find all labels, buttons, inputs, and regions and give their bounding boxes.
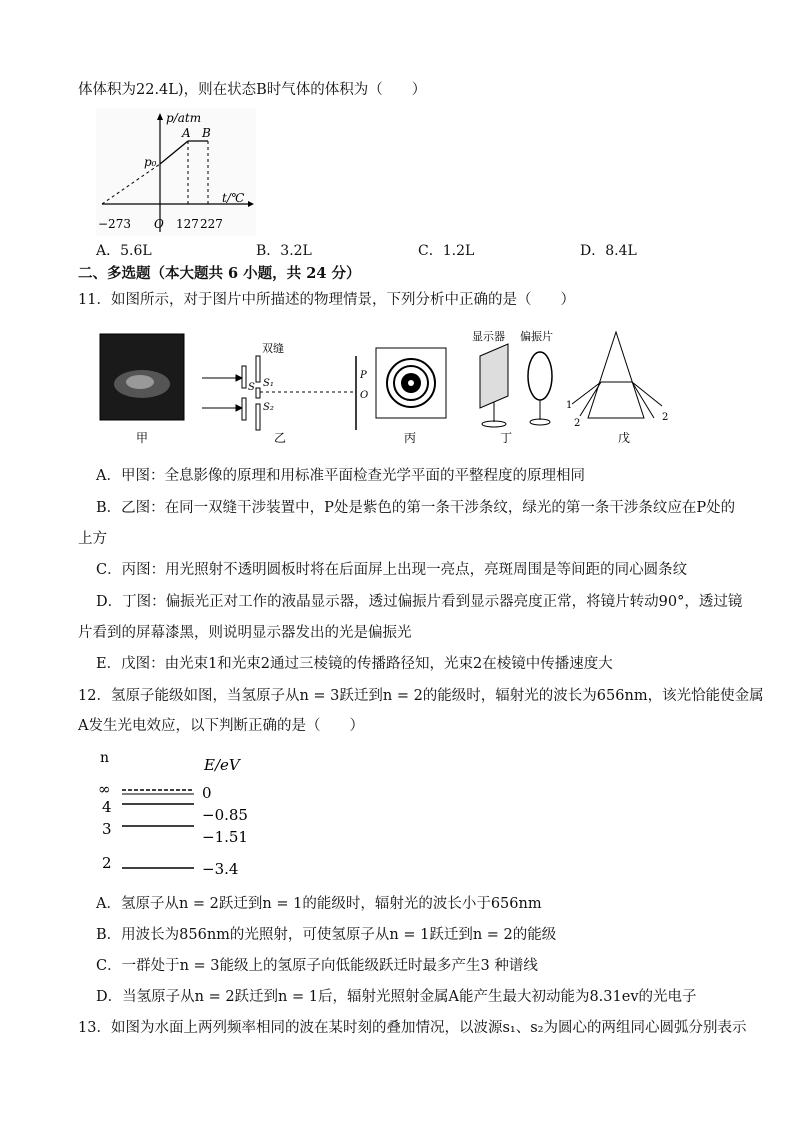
q11-option-d-cont: 片看到的屏幕漆黑，则说明显示器发出的光是偏振光 [78, 625, 412, 641]
q12-option-a[interactable]: A．氢原子从n = 2跃迁到n = 1的能级时，辐射光的波长小于656nm [96, 896, 542, 912]
level-e-3: −1.51 [202, 828, 248, 846]
label-bing: 丙 [404, 431, 417, 445]
level-n-2: 2 [102, 854, 112, 872]
label-ding: 丁 [500, 431, 513, 445]
q10-option-d[interactable]: D．8.4L [580, 243, 637, 259]
label-jia: 甲 [136, 431, 149, 445]
q10-pt-graph [96, 108, 256, 236]
section2-title: 二、多选题（本大题共 6 小题，共 24 分） [78, 265, 361, 282]
q11-option-d[interactable]: D．丁图：偏振光正对工作的液晶显示器，透过偏振片看到显示器亮度正常，将镜片转动90°，透过镜 [96, 594, 743, 610]
x-axis-label: t/℃ [222, 191, 245, 205]
tick-227: 227 [200, 217, 223, 231]
q11-option-b-cont: 上方 [78, 531, 107, 547]
q11-figure-strip [96, 326, 680, 450]
label-beam2: 2 [574, 418, 581, 429]
label-s2: S₂ [263, 402, 274, 413]
q12-option-c[interactable]: C．一群处于n = 3能级上的氢原子向低能级跃迁时最多产生3 种谱线 [96, 958, 538, 974]
y-axis-label: p/atm [166, 111, 202, 125]
q10-option-a[interactable]: A．5.6L [96, 243, 152, 259]
q11-stem: 11．如图所示，对于图片中所描述的物理情景，下列分析中正确的是（ ） [78, 292, 575, 308]
label-s1: S₁ [263, 378, 274, 389]
label-display: 显示器 [472, 330, 505, 343]
q11-option-b[interactable]: B．乙图：在同一双缝干涉装置中，P处是紫色的第一条干涉条纹，绿光的第一条干涉条纹应在P处的 [96, 500, 736, 516]
q10-stem-tail: 体体积为22.4L)，则在状态B时气体的体积为（ ） [78, 82, 427, 98]
q11-option-c[interactable]: C．丙图：用光照射不透明圆板时将在后面屏上出现一亮点，亮斑周围是等间距的同心圆条纹 [96, 562, 688, 578]
label-s: S [248, 382, 255, 393]
label-yi: 乙 [274, 431, 287, 445]
label-beam1: 1 [566, 400, 573, 411]
e-header: E/eV [204, 756, 240, 774]
point-a-label: A [182, 126, 191, 140]
q12-option-b[interactable]: B．用波长为856nm的光照射，可使氢原子从n = 1跃迁到n = 2的能级 [96, 927, 557, 943]
origin-label: O [154, 217, 164, 231]
tick-127: 127 [176, 217, 199, 231]
point-b-label: B [202, 126, 211, 140]
label-p: P [360, 370, 367, 381]
level-n-3: 3 [102, 820, 112, 838]
q13-stem: 13．如图为水面上两列频率相同的波在某时刻的叠加情况，以波源s₁、s₂为圆心的两组同心圆弧分别表示 [78, 1020, 747, 1036]
tick-neg-273: −273 [98, 217, 131, 231]
q10-option-b[interactable]: B．3.2L [256, 243, 312, 259]
hologram-photo [100, 334, 184, 420]
double-slit-setup [202, 356, 356, 430]
energy-level-diagram [96, 746, 276, 882]
q12-stem-line1: 12．氢原子能级如图，当氢原子从n = 3跃迁到n = 2的能级时，辐射光的波长为656nm，该光恰能使金属 [78, 688, 764, 704]
q12-option-d[interactable]: D．当氢原子从n = 2跃迁到n = 1后，辐射光照射金属A能产生最大初动能为8.31ev的光电子 [96, 989, 697, 1005]
level-n-4: 4 [102, 798, 112, 816]
label-beam2-right: 2 [662, 412, 669, 423]
n-header: n [100, 750, 110, 766]
label-o: O [360, 390, 369, 401]
q12-stem-line2: A发生光电效应，以下判断正确的是（ ） [78, 718, 364, 734]
q11-option-a[interactable]: A．甲图：全息影像的原理和用标准平面检查光学平面的平整程度的原理相同 [96, 468, 585, 484]
label-double-slit: 双缝 [262, 342, 284, 355]
p0-label: p₀ [144, 155, 157, 169]
label-polarizer: 偏振片 [520, 330, 553, 343]
poisson-spot [376, 348, 446, 418]
q10-option-c[interactable]: C．1.2L [418, 243, 475, 259]
display-polarizer [480, 344, 552, 427]
prism [572, 332, 662, 418]
q11-option-e[interactable]: E．戊图：由光束1和光束2通过三棱镜的传播路径知，光束2在棱镜中传播速度大 [96, 656, 613, 672]
level-n-inf: ∞ [98, 780, 111, 798]
level-e-inf: 0 [202, 784, 212, 802]
label-wu: 戊 [618, 431, 631, 445]
level-e-4: −0.85 [202, 806, 248, 824]
level-e-2: −3.4 [202, 860, 239, 878]
